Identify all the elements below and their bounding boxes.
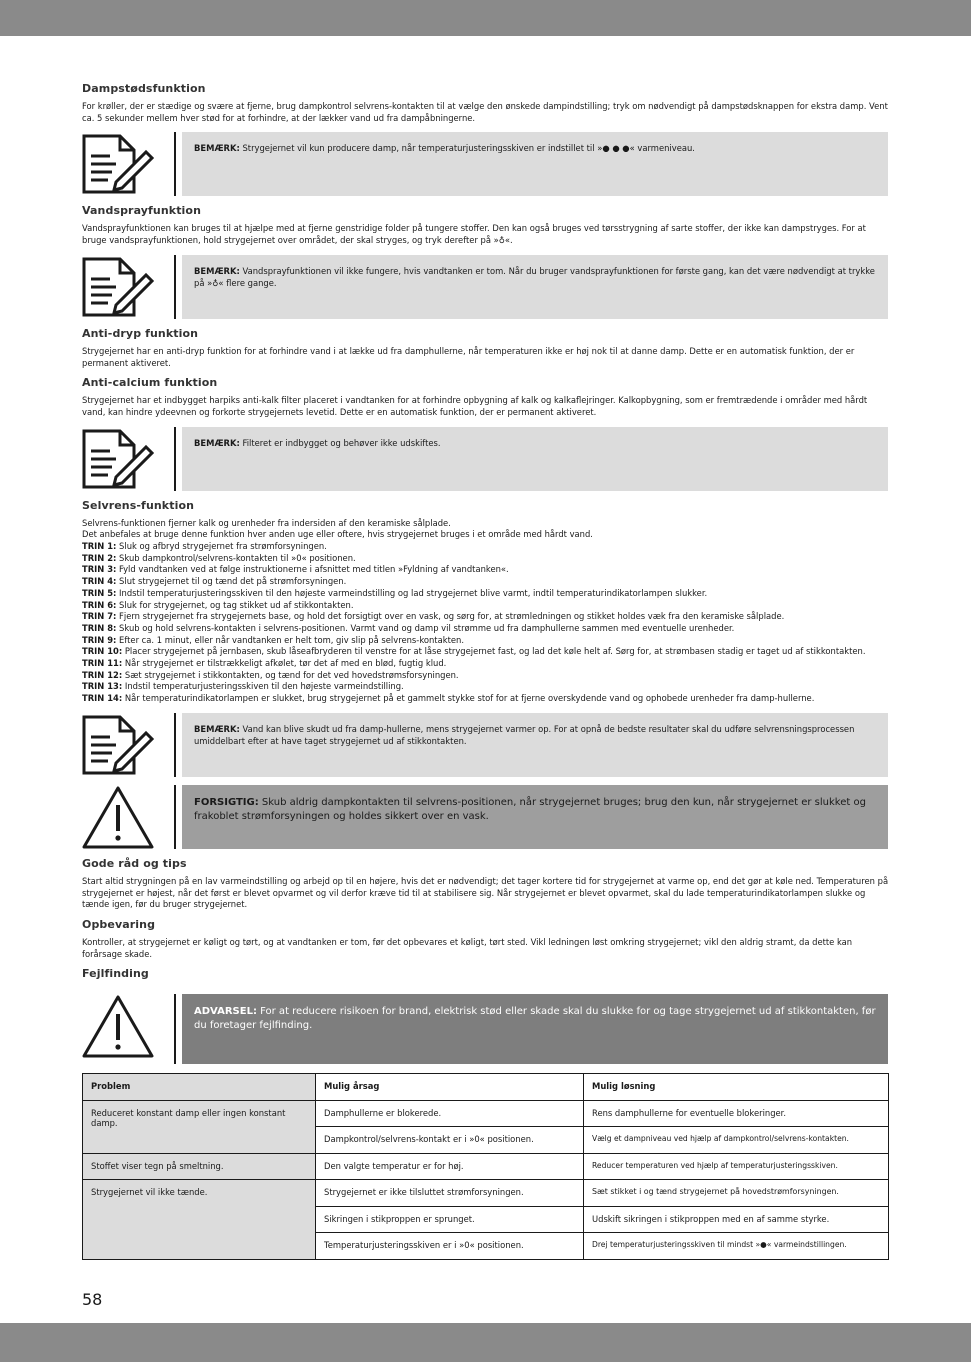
note-pencil-icon [82,427,154,491]
warning-triangle-icon [82,785,154,849]
note-divider [174,713,176,777]
section-text-vandspray: Vandsprayfunktionen kan bruges til at hjælpe med at fjerne genstridige folder på tungere stoffer. Den kan også bruges ved tørsstrygning af sarte stoffer, der ikke kan dampstryges. For at bruge vandsprayfunktionen, hold strygejernet over området, der skal stryges, og tryk derefter på »♁«. [82,223,866,246]
note-box: BEMÆRK: Vand kan blive skudt ud fra damp-hullerne, mens strygejernet varmer op. For at opnå de bedste resultater skal du udføre selvrensningsprocessen umiddelbart efter at have taget strygejernet ud af stikkontakten. [182,713,888,777]
warning-triangle-icon [82,994,154,1058]
table-header-problem: Problem [83,1074,316,1101]
note-box: BEMÆRK: Filteret er indbygget og behøver ikke udskiftes. [182,427,888,491]
note-pencil-icon [82,255,154,319]
table-row [83,1153,889,1180]
step-item: TRIN 12: Sæt strygejernet i stikkontakten, og tænd for det ved hovedstrømsforsyningen. [82,669,459,680]
section-title-opbevaring: Opbevaring [82,917,156,931]
troubleshooting-table [82,1073,889,1260]
section-text-opbevaring: Kontroller, at strygejernet er køligt og tørt, og at vandtanken er tom, før det opbevares et køligt, tørt sted. Vikl ledningen løst omkring strygejernet; vikl den aldrig stramt, da dette kan forårsage skade. [82,936,853,959]
note-divider [174,427,176,491]
bottom-bar [0,1323,971,1362]
section-text-dampstod: For krøller, der er stædige og svære at fjerne, brug dampkontrol selvrens-kontakten til at vælge den ønskede dampindstilling; tryk om nødvendigt på dampstødsknappen for ekstra damp. Vent ca. 5 sekunder mellem hver stød for at forhindre, at der lækker vand ud fra dampåbningerne. [82,101,888,123]
section-text-antidryp: Strygejernet har en anti-dryp funktion for at forhindre vand i at lække ud fra damphullerne, når temperaturen ikke er høj nok til at danne damp. Dette er en automatisk funktion, der er permanent aktiveret. [82,345,855,368]
section-title-dampstod: Dampstødsfunktion [82,82,206,95]
note-vandspray [82,255,890,319]
table-cell-problem: Strygejernet vil ikke tænde. [83,1180,316,1260]
table-header-row [83,1074,889,1101]
caution-box: FORSIGTIG: Skub aldrig dampkontakten til selvrens-positionen, når strygejernet bruges; brug den kun, når strygejernet er slukket og frakoblet strømforsyningen og holdes sikkert over en vask. [182,785,888,849]
section-title-fejlfinding: Fejlfinding [82,967,149,981]
note-pencil-icon [82,713,154,777]
step-item: TRIN 11: Når strygejernet er tilstrækkeligt afkølet, tør det af med en blød, fugtig klud. [82,658,447,669]
table-cell-cause: Sikringen i stikproppen er sprunget. [316,1206,584,1233]
table-cell-solution: Udskift sikringen i stikproppen med en af samme styrke. [584,1206,889,1233]
step-item: TRIN 3: Fyld vandtanken ved at følge instruktionerne i afsnittet med titlen »Fyldning af vandtanken«. [82,564,509,575]
selvrens-intro-1: Selvrens-funktionen fjerner kalk og urenheder fra indersiden af den keramiske sålplade. [82,517,451,528]
section-text-tips: Start altid strygningen på en lav varmeindstilling og arbejd op til en højere, hvis det er nødvendigt; det tager kortere tid for strygejernet at varme op, end det gør at køle ned. Temperaturen på strygejernet er højest, når det først er blevet opvarmet og vil derfor kræve tid til at stabilisere sig. Når strygejernet er blevet opvarmet, skal du lade temperaturindikatorlampen slukke og tænde igen, før du bruger strygejernet. [82,875,889,910]
step-item: TRIN 6: Sluk for strygejernet, og tag stikket ud af stikkontakten. [82,599,354,610]
table-cell-solution: Vælg et dampniveau ved hjælp af dampkontrol/selvrens-kontakten. [584,1127,889,1154]
section-title-vandspray: Vandsprayfunktion [82,204,202,218]
table-cell-cause: Temperaturjusteringsskiven er i »0« positionen. [316,1233,584,1260]
caution-divider [174,785,176,849]
table-row [83,1100,889,1127]
step-item: TRIN 1: Sluk og afbryd strygejernet fra strømforsyningen. [82,541,327,552]
step-item: TRIN 7: Fjern strygejernet fra strygejernets base, og hold det forsigtigt over en vask, og sørg for, at strømledningen og stikket holdes væk fra den keramiske sålplade. [82,611,785,622]
selvrens-intro-2: Det anbefales at bruge denne funktion hver anden uge eller oftere, hvis strygejernet bruges i et område med hårdt vand. [82,529,593,540]
section-title-antidryp: Anti-dryp funktion [82,326,199,340]
table-cell-solution: Reducer temperaturen ved hjælp af temperaturjusteringsskiven. [584,1153,889,1180]
step-item: TRIN 9: Efter ca. 1 minut, eller når vandtanken er helt tom, giv slip på selvrens-kontakten. [82,634,464,645]
section-title-selvrens: Selvrens-funktion [82,498,195,512]
note-box: BEMÆRK: Strygejernet vil kun producere damp, når temperaturjusteringsskiven er indstillet til »● ● ●« varmeniveau. [182,132,888,196]
warning-fejlfinding [82,994,890,1064]
warning-divider [174,994,176,1064]
note-box: BEMÆRK: Vandsprayfunktionen vil ikke fungere, hvis vandtanken er tom. Når du bruger vandsprayfunktionen for første gang, kan det være nødvendigt at trykke på »♁« flere gange. [182,255,888,319]
step-item: TRIN 14: Når temperaturindikatorlampen er slukket, brug strygejernet på et gammelt stykke stof for at fjerne overskydende vand og ophobede urenheder fra damp-hullerne. [82,693,815,704]
step-item: TRIN 2: Skub dampkontrol/selvrens-kontakten til »0« positionen. [82,552,356,563]
table-cell-cause: Damphullerne er blokerede. [316,1100,584,1127]
table-cell-solution: Sæt stikket i og tænd strygejernet på hovedstrømforsyningen. [584,1180,889,1207]
page-number: 58 [82,1290,103,1309]
caution-selvrens [82,785,890,849]
table-cell-cause: Den valgte temperatur er for høj. [316,1153,584,1180]
table-cell-cause: Strygejernet er ikke tilsluttet strømforsyningen. [316,1180,584,1207]
table-cell-cause: Dampkontrol/selvrens-kontakt er i »0« positionen. [316,1127,584,1154]
section-title-anticalcium: Anti-calcium funktion [82,376,218,390]
note-pencil-icon [82,132,154,196]
section-title-tips: Gode råd og tips [82,856,187,870]
note-divider [174,255,176,319]
note-divider [174,132,176,196]
note-dampstod [82,132,890,196]
step-item: TRIN 8: Skub og hold selvrens-kontakten i selvrens-positionen. Varmt vand og damp vil strømme ud fra damphullerne sammen med eventuelle urenheder. [82,622,735,633]
note-anticalcium [82,427,890,491]
step-item: TRIN 5: Indstil temperaturjusteringsskiven til den højeste varmeindstilling og lad strygejernet blive varmt, indtil temperaturindikatorlampen slukker. [82,587,708,598]
step-item: TRIN 10: Placer strygejernet på jernbasen, skub låseafbryderen til venstre for at låse strygejernet fast, og lad det køle helt af. Sørg for, at strømbasen stadig er taget ud af stikkontakten. [82,646,866,657]
step-item: TRIN 13: Indstil temperaturjusteringsskiven til den højeste varmeindstilling. [82,681,404,692]
step-item: TRIN 4: Slut strygejernet til og tænd det på strømforsyningen. [82,576,347,587]
table-cell-solution: Drej temperaturjusteringsskiven til mindst »●« varmeindstillingen. [584,1233,889,1260]
top-bar [0,0,971,36]
table-header-solution: Mulig løsning [584,1074,889,1101]
page-content [82,82,890,1260]
table-row [83,1180,889,1207]
table-header-cause: Mulig årsag [316,1074,584,1101]
table-cell-solution: Rens damphullerne for eventuelle blokeringer. [584,1100,889,1127]
selvrens-steps [82,518,890,705]
warning-box: ADVARSEL: For at reducere risikoen for brand, elektrisk stød eller skade skal du slukke for og tage strygejernet ud af stikkontakten, før du foretager fejlfinding. [182,994,888,1064]
note-selvrens [82,713,890,777]
section-text-anticalcium: Strygejernet har et indbygget harpiks anti-kalk filter placeret i vandtanken for at forhindre opbygning af kalk og kalkaflejringer. Kalkopbygning, som er fremtrædende i områder med hårdt vand, kan hindre ydeevnen og forkorte strygejernets levetid. Dette er en automatisk funktion, der er permanent aktiveret. [82,395,868,417]
table-cell-problem: Stoffet viser tegn på smeltning. [83,1153,316,1180]
table-cell-problem: Reduceret konstant damp eller ingen konstant damp. [83,1100,316,1153]
